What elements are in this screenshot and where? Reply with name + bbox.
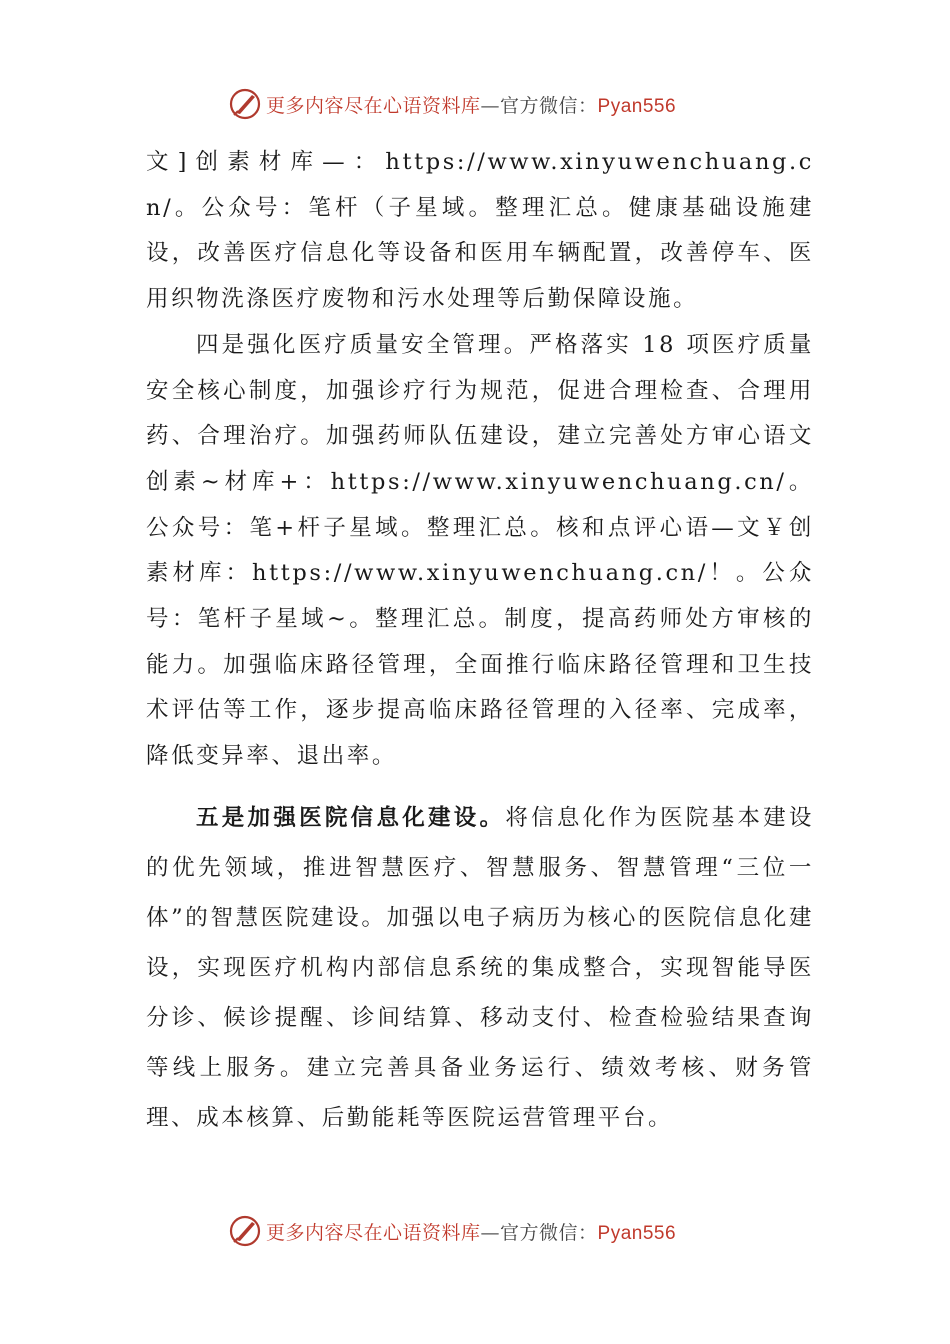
paragraph-3-text: 将信息化作为医院基本建设的优先领域，推进智慧医疗、智慧服务、智慧管理“三位一体”的智慧医院建设。加强以电子病历为核心的医院信息化建设，实现医疗机构内部信息系统的集成整合，实现智能导医分诊、候诊提醒、诊间结算、移动支付、检查检验结果查询等线上服务。建立完善具备业务运行、绩效考核、财务管理、成本核算、后勤能耗等医院运营管理平台。 bbox=[146, 804, 815, 1131]
paragraph-1: 文]创素材库—：https://www.xinyuwenchuang.cn/。公众号：笔杆（子星域。整理汇总。健康基础设施建设，改善医疗信息化等设备和医用车辆配置，改善停车、医用织物洗涤医疗废物和污水处理等后勤保障设施。 bbox=[146, 149, 814, 313]
document-body bbox=[146, 140, 814, 1143]
quill-logo-icon bbox=[228, 1214, 262, 1248]
header-banner-text: 更多内容尽在心语资料库—官方微信：Pyan556 bbox=[266, 94, 677, 117]
paragraph-3 bbox=[146, 793, 814, 1143]
paragraph-2: 四是强化医疗质量安全管理。严格落实 18 项医疗质量安全核心制度，加强诊疗行为规范，促进合理检查、合理用药、合理治疗。加强药师队伍建设，建立完善处方审心语文创素~材库+：https://www.xinyuwenchuang.cn/。公众号：笔+杆子星域。整理汇总。核和点评心语—文￥创素材库：https://www.xinyuwenchuang.cn/！。公众号：笔杆子星域~。整理汇总。制度，提高药师处方审核的能力。加强临床路径管理，全面推行临床路径管理和卫生技术评估等工作，逐步提高临床路径管理的入径率、完成率，降低变异率、退出率。 bbox=[146, 331, 814, 770]
footer-banner bbox=[228, 1211, 676, 1251]
quill-logo-icon bbox=[228, 87, 262, 121]
header-banner bbox=[228, 84, 676, 124]
paragraph-3-heading: 五是加强医院信息化建设。 bbox=[196, 804, 506, 831]
footer-banner-text: 更多内容尽在心语资料库—官方微信：Pyan556 bbox=[266, 1221, 677, 1244]
